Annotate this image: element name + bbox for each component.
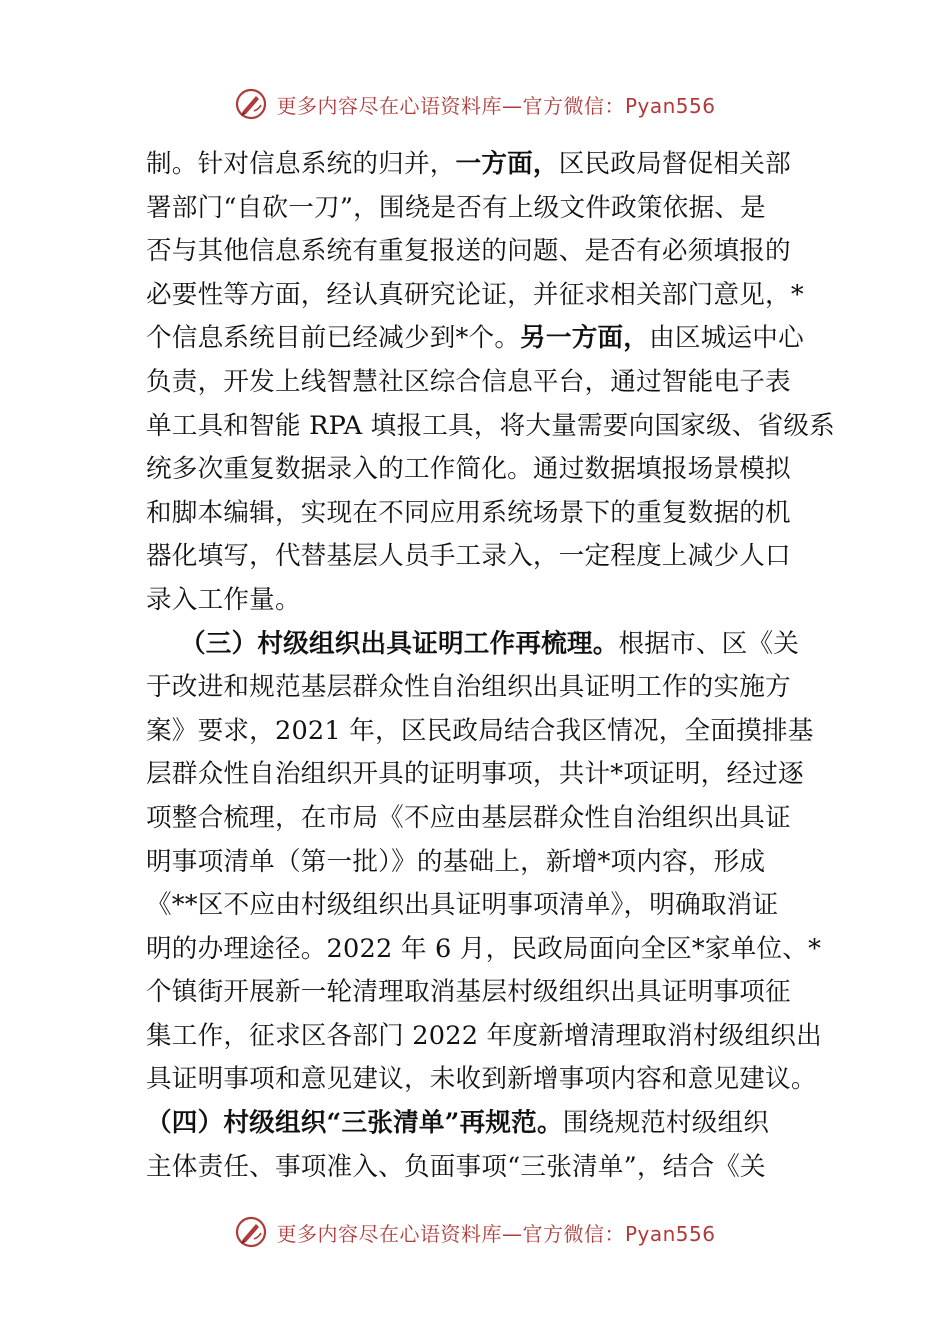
text-line: 器化填写，代替基层人员手工录入，一定程度上减少人口 xyxy=(146,541,791,572)
text-span: 个信息系统目前已经减少到*个。 xyxy=(146,323,521,354)
emphasis-text: 一方面， xyxy=(455,149,559,179)
document-body xyxy=(146,143,835,1189)
text-line: 和脚本编辑，实现在不同应用系统场景下的重复数据的机 xyxy=(146,497,791,528)
text-span: 根据市、区《关 xyxy=(618,628,800,659)
text-line: 录入工作量。 xyxy=(146,584,301,615)
text-line: 主体责任、事项准入、负面事项“三张清单”，结合《关 xyxy=(146,1151,766,1182)
section-heading-line xyxy=(146,623,806,667)
header-banner-text: 更多内容尽在心语资料库—官方微信：Pyan556 xyxy=(276,93,716,118)
text-span: 围绕规范村级组织 xyxy=(562,1108,770,1139)
text-line: 《**区不应由村级组织出具证明事项清单》，明确取消证 xyxy=(146,890,779,921)
section-heading-line xyxy=(146,1102,806,1146)
text-line: 具证明事项和意见建议，未收到新增事项内容和意见建议。 xyxy=(146,1064,817,1095)
text-line: 负责，开发上线智慧社区综合信息平台，通过智能电子表 xyxy=(146,366,791,397)
text-line: 层群众性自治组织开具的证明事项，共计*项证明，经过逐 xyxy=(146,759,804,790)
text-line: 个镇街开展新一轮清理取消基层村级组织出具证明事项征 xyxy=(146,977,791,1008)
text-line: 否与其他信息系统有重复报送的问题、是否有必须填报的 xyxy=(146,236,791,267)
text-span: 区民政局督促相关部 xyxy=(558,149,791,179)
footer-banner-text: 更多内容尽在心语资料库—官方微信：Pyan556 xyxy=(276,1221,716,1246)
text-line: 单工具和智能 RPA 填报工具，将大量需要向国家级、省级系 xyxy=(146,410,835,441)
pen-logo-icon xyxy=(234,1215,268,1249)
header-banner xyxy=(0,82,950,126)
text-line xyxy=(146,317,806,361)
text-line: 署部门“自砍一刀”，围绕是否有上级文件政策依据、是 xyxy=(146,192,766,223)
text-line: 明事项清单（第一批）》的基础上，新增*项内容，形成 xyxy=(146,846,766,877)
text-span: 由区城运中心 xyxy=(649,323,804,354)
footer-banner xyxy=(0,1210,950,1254)
text-line: 项整合梳理，在市局《不应由基层群众性自治组织出具证 xyxy=(146,802,791,833)
section-heading: （四）村级组织“三张清单”再规范。 xyxy=(146,1108,563,1139)
text-line: 必要性等方面，经认真研究论证，并征求相关部门意见，* xyxy=(146,279,804,310)
text-line: 统多次重复数据录入的工作简化。通过数据填报场景模拟 xyxy=(146,454,791,485)
text-span: 制。针对信息系统的归并， xyxy=(146,149,456,179)
text-line xyxy=(146,143,806,187)
pen-logo-icon xyxy=(234,87,268,121)
section-heading: （三）村级组织出具证明工作再梳理。 xyxy=(180,628,619,659)
emphasis-text: 另一方面， xyxy=(520,323,650,354)
text-line: 集工作，征求区各部门 2022 年度新增清理取消村级组织出 xyxy=(146,1020,822,1051)
text-line: 明的办理途径。2022 年 6 月，民政局面向全区*家单位、* xyxy=(146,933,822,964)
text-line: 案》要求，2021 年，区民政局结合我区情况，全面摸排基 xyxy=(146,715,814,746)
text-line: 于改进和规范基层群众性自治组织出具证明工作的实施方 xyxy=(146,672,791,703)
